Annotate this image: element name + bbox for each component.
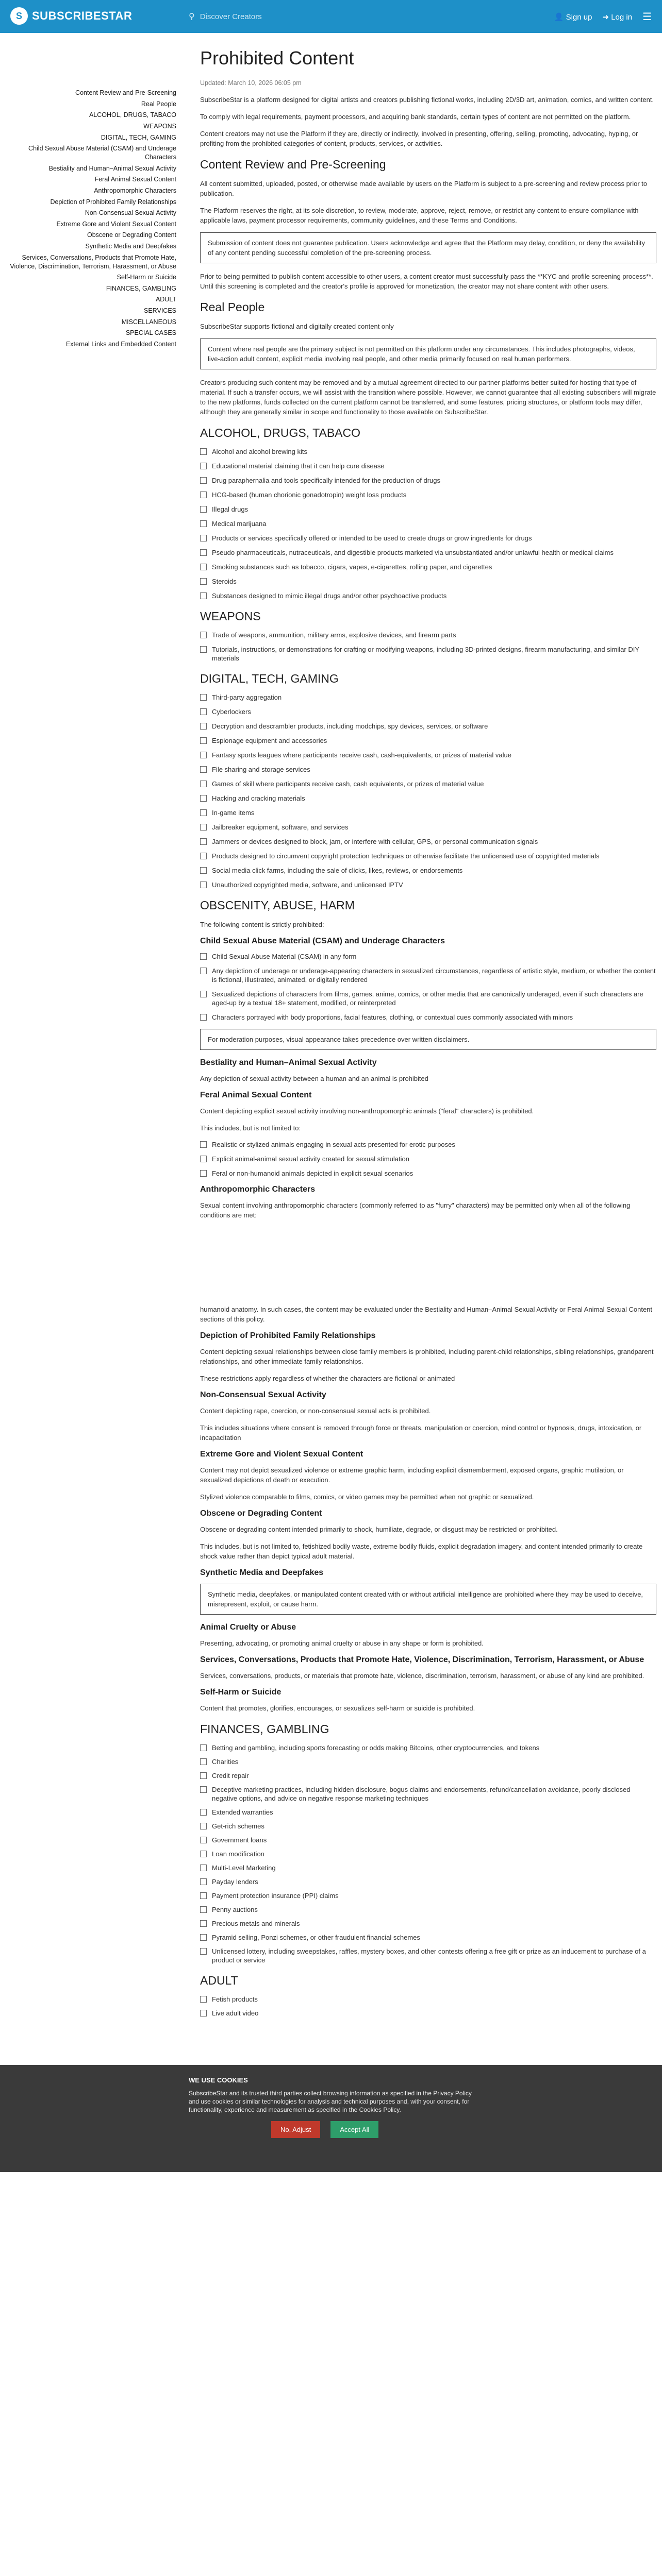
list-item-text: Jailbreaker equipment, software, and services xyxy=(212,823,349,831)
list-item-text: Medical marijuana xyxy=(212,520,267,528)
checkbox-icon xyxy=(200,968,207,974)
section-heading: FINANCES, GAMBLING xyxy=(200,1722,329,1736)
sidebar-table-of-contents xyxy=(0,88,176,350)
list-item-text: Payday lenders xyxy=(212,1878,258,1886)
list-item xyxy=(200,1757,656,1766)
checklist xyxy=(200,1995,656,2018)
list-item-text: Steroids xyxy=(212,578,237,585)
list-item-text: Trade of weapons, ammunition, military arms, explosive devices, and firearm parts xyxy=(212,631,456,639)
list-item-text: Drug paraphernalia and tools specifically intended for the production of drugs xyxy=(212,477,440,484)
list-item-text: Explicit animal-animal sexual activity created for sexual stimulation xyxy=(212,1155,409,1163)
list-item xyxy=(200,447,656,456)
hamburger-menu-icon[interactable]: ☰ xyxy=(642,11,652,23)
list-item-text: Loan modification xyxy=(212,1850,264,1858)
subsection-heading: Non-Consensual Sexual Activity xyxy=(200,1391,326,1399)
checkbox-icon xyxy=(200,1892,207,1899)
updated-date: Updated: March 10, 2026 06:05 pm xyxy=(200,79,302,87)
login-link[interactable]: ➜ Log in xyxy=(602,12,633,22)
checkbox-icon xyxy=(200,1744,207,1751)
checkbox-icon xyxy=(200,1906,207,1913)
header-actions xyxy=(554,10,652,23)
checkbox-icon xyxy=(200,1772,207,1779)
list-item xyxy=(200,823,656,832)
sidebar-item[interactable]: Services, Conversations, Products that Promote Hate, Violence, Discrimination, Terrorism, Harassment, or Abuse xyxy=(10,253,176,270)
checkbox-icon xyxy=(200,1786,207,1793)
list-item xyxy=(200,1933,656,1942)
sidebar-item[interactable]: Content Review and Pre-Screening xyxy=(75,89,176,97)
sidebar-item[interactable]: WEAPONS xyxy=(143,123,176,130)
checkbox-icon xyxy=(200,1996,207,2003)
checkbox-icon xyxy=(200,694,207,701)
list-item-text: Games of skill where participants receive cash, cash equivalents, or prizes of material value xyxy=(212,780,484,788)
checkbox-icon xyxy=(200,752,207,758)
list-item xyxy=(200,645,656,663)
list-item xyxy=(200,1919,656,1928)
list-item xyxy=(200,1785,656,1803)
list-item-text: Substances designed to mimic illegal drugs and/or other psychoactive products xyxy=(212,592,447,600)
checkbox-icon xyxy=(200,632,207,638)
list-item-text: Extended warranties xyxy=(212,1808,273,1816)
paragraph: Content depicting sexual relationships between close family members is prohibited, including parent-child relationships, sibling relationships, grandparent relationships, and other immediate family relationships. xyxy=(200,1348,654,1365)
checkbox-icon xyxy=(200,838,207,845)
list-item xyxy=(200,476,656,485)
list-item-text: Pseudo pharmaceuticals, nutraceuticals, and digestible products marketed via unsubstantiated and/or unlawful health or medical claims xyxy=(212,549,614,556)
checklist xyxy=(200,1140,656,1178)
list-item xyxy=(200,563,656,571)
section-heading: WEAPONS xyxy=(200,609,261,623)
subsection-heading: Depiction of Prohibited Family Relationships xyxy=(200,1331,376,1340)
list-item-text: Sexualized depictions of characters from films, games, anime, comics, or other media that are canonically underaged, even if such characters are aged-up by a textual 18+ statement, modified, or reinterpreted xyxy=(212,990,643,1007)
checklist xyxy=(200,631,656,663)
list-item xyxy=(200,779,656,788)
list-item xyxy=(200,2009,656,2018)
list-item-text: Pyramid selling, Ponzi schemes, or other fraudulent financial schemes xyxy=(212,1934,420,1941)
list-item xyxy=(200,1995,656,2004)
sidebar-item[interactable]: Child Sexual Abuse Material (CSAM) and Underage Characters xyxy=(28,145,176,161)
subsection-heading: Extreme Gore and Violent Sexual Content xyxy=(200,1450,363,1459)
paragraph: All content submitted, uploaded, posted, or otherwise made available by users on the Platform is subject to a pre-screening and review process prior to publication. xyxy=(200,180,648,197)
list-item-text: Child Sexual Abuse Material (CSAM) in any form xyxy=(212,953,357,960)
paragraph: Any depiction of sexual activity between a human and an animal is prohibited xyxy=(200,1075,428,1082)
cookie-title: WE USE COOKIES xyxy=(189,2076,248,2084)
section-heading: DIGITAL, TECH, GAMING xyxy=(200,672,339,685)
list-item-text: Get-rich schemes xyxy=(212,1822,264,1830)
list-item xyxy=(200,794,656,803)
accept-all-cookies-button[interactable]: Accept All xyxy=(330,2121,378,2138)
cookie-content xyxy=(189,2076,477,2138)
list-item-text: Third-party aggregation xyxy=(212,693,282,701)
list-item-text: Alcohol and alcohol brewing kits xyxy=(212,448,307,455)
paragraph: This includes, but is not limited to, fetishized bodily waste, extreme bodily fluids, explicit degradation imagery, and content intended primarily to create shock value rather than depict typical adult material. xyxy=(200,1543,643,1560)
sidebar-item[interactable]: Feral Animal Sexual Content xyxy=(94,176,176,183)
checkbox-icon xyxy=(200,592,207,599)
list-item xyxy=(200,1169,656,1178)
list-item-text: Betting and gambling, including sports forecasting or odds making Bitcoins, other cryptocurrencies, and tokens xyxy=(212,1744,540,1752)
section-heading: ALCOHOL, DRUGS, TABACO xyxy=(200,426,360,439)
sidebar-item[interactable]: Bestiality and Human–Animal Sexual Activity xyxy=(48,164,176,172)
section-heading: Content Review and Pre-Screening xyxy=(200,158,386,171)
list-item xyxy=(200,707,656,716)
top-navigation-bar xyxy=(0,0,662,33)
list-item-text: Products or services specifically offered or intended to be used to create drugs or grow ingredients for drugs xyxy=(212,534,532,542)
list-item-text: Penny auctions xyxy=(212,1906,258,1913)
checkbox-icon xyxy=(200,1920,207,1927)
sidebar-item[interactable]: Depiction of Prohibited Family Relationships xyxy=(50,198,176,206)
list-item-text: Deceptive marketing practices, including hidden disclosure, bogus claims and endorsements, refund/cancellation avoidance, poorly disclosed negative options, and advice on negative response marketing techniques xyxy=(212,1786,631,1802)
list-item-text: Fetish products xyxy=(212,1995,258,2003)
checkbox-icon xyxy=(200,1837,207,1843)
list-item-text: Fantasy sports leagues where participants receive cash, cash-equivalents, or prizes of material value xyxy=(212,751,511,759)
list-item xyxy=(200,1808,656,1817)
subsection-heading: Animal Cruelty or Abuse xyxy=(200,1623,296,1632)
sidebar-item[interactable]: Self-Harm or Suicide xyxy=(117,274,176,281)
subsection-heading: Child Sexual Abuse Material (CSAM) and Underage Characters xyxy=(200,937,445,945)
list-item xyxy=(200,1771,656,1780)
checkbox-icon xyxy=(200,1851,207,1857)
intro-paragraph: SubscribeStar is a platform designed for digital artists and creators publishing fictional works, including 2D/3D art, animation, comics, and written content. xyxy=(200,96,654,104)
sidebar-item[interactable]: SERVICES xyxy=(144,307,176,314)
list-item-text: Charities xyxy=(212,1758,239,1766)
list-item-text: Espionage equipment and accessories xyxy=(212,737,327,744)
paragraph: Content depicting explicit sexual activity involving non-anthropomorphic animals ("feral" characters) is prohibited. xyxy=(200,1107,534,1115)
logo[interactable] xyxy=(10,7,132,25)
section-heading: Real People xyxy=(200,300,265,314)
list-item-text: Cyberlockers xyxy=(212,708,251,716)
subsection-heading: Services, Conversations, Products that Promote Hate, Violence, Discrimination, Terrorism, Harassment, or Abuse xyxy=(200,1655,644,1664)
sidebar-item[interactable]: SPECIAL CASES xyxy=(125,329,176,337)
list-item-text: Credit repair xyxy=(212,1772,249,1780)
checkbox-icon xyxy=(200,708,207,715)
list-item-text: Unauthorized copyrighted media, software, and unlicensed IPTV xyxy=(212,881,403,889)
paragraph: The Platform reserves the right, at its sole discretion, to review, moderate, approve, reject, remove, or restrict any content to ensure compliance with applicable laws, payment processor requirements, community guidelines, and these Terms and Conditions. xyxy=(200,207,639,224)
checkbox-icon xyxy=(200,766,207,773)
checklist xyxy=(200,693,656,889)
checkbox-icon xyxy=(200,1014,207,1021)
sidebar-item[interactable]: ADULT xyxy=(155,296,176,303)
sidebar-item[interactable]: MISCELLANEOUS xyxy=(121,318,176,326)
checkbox-icon xyxy=(200,1170,207,1177)
paragraph: Content may not depict sexualized violence or extreme graphic harm, including explicit dismemberment, exposed organs, graphic mutilation, or sexualized depictions of death or execution. xyxy=(200,1466,624,1484)
logo-text: SUBSCRIBESTAR xyxy=(32,9,133,22)
list-item-text: Live adult video xyxy=(212,2009,259,2017)
checkbox-icon xyxy=(200,1948,207,1955)
paragraph: Services, conversations, products, or materials that promote hate, violence, discrimination, terrorism, harassment, or abuse of any kind are prohibited. xyxy=(200,1672,644,1680)
list-item-text: Any depiction of underage or underage-appearing characters in sexualized circumstances, regardless of artistic style, medium, or whether the content is fictional, illustrated, animated, or digitally rendered xyxy=(212,967,656,984)
checkbox-icon xyxy=(200,492,207,498)
list-item-text: Characters portrayed with body proportions, facial features, clothing, or contextual cues commonly associated with minors xyxy=(212,1013,573,1021)
subsection-heading: Self-Harm or Suicide xyxy=(200,1688,282,1697)
signup-label: Sign up xyxy=(566,12,592,22)
list-item-text: Educational material claiming that it can help cure disease xyxy=(212,462,385,470)
checkbox-icon xyxy=(200,1156,207,1162)
list-item xyxy=(200,1877,656,1886)
subsection-heading: Synthetic Media and Deepfakes xyxy=(200,1568,324,1577)
checklist xyxy=(200,447,656,600)
list-item xyxy=(200,462,656,470)
login-label: Log in xyxy=(611,12,633,22)
checkbox-icon xyxy=(200,506,207,513)
paragraph: Creators producing such content may be removed and by a mutual agreement directed to our partner platforms better suited for hosting that type of material. If such a transfer occurs, we will assist with the transition where possible. However, we cannot guarantee that all existing subscribers will migrate to the new platforms, funds collected on the current platform cannot be transferred, and some features, pricing structures, or platform tools may differ, although they are generally similar in scope and functionality to those available on SubscribeStar. xyxy=(200,379,656,416)
intro-paragraph: To comply with legal requirements, payment processors, and acquiring bank standards, certain types of content are not permitted on the platform. xyxy=(200,113,631,121)
checkbox-icon xyxy=(200,1758,207,1765)
list-item xyxy=(200,808,656,817)
paragraph: This includes, but is not limited to: xyxy=(200,1124,301,1132)
checkbox-icon xyxy=(200,1823,207,1829)
list-item xyxy=(200,952,656,961)
list-item-text: Multi-Level Marketing xyxy=(212,1864,276,1872)
list-item xyxy=(200,577,656,586)
checkbox-icon xyxy=(200,781,207,787)
subsection-heading: Bestiality and Human–Animal Sexual Activity xyxy=(200,1058,377,1067)
checkbox-icon xyxy=(200,564,207,570)
list-item-text: File sharing and storage services xyxy=(212,766,310,773)
section-heading: OBSCENITY, ABUSE, HARM xyxy=(200,899,355,912)
checklist xyxy=(200,1743,656,1964)
list-item-text: Feral or non-humanoid animals depicted in explicit sexual scenarios xyxy=(212,1170,413,1177)
cookie-text: SubscribeStar and its trusted third parties collect browsing information as specified in the Privacy Policy and use cookies or similar technologies for analysis and technical purposes and, with your consent, for functionality, experience and measurement as specified in the Cookies Policy. xyxy=(189,2090,472,2113)
adjust-cookies-button[interactable]: No, Adjust xyxy=(271,2121,320,2138)
list-item xyxy=(200,722,656,731)
list-item-text: In-game items xyxy=(212,809,255,817)
paragraph: The following content is strictly prohibited: xyxy=(200,921,324,928)
list-item xyxy=(200,852,656,860)
list-item xyxy=(200,1850,656,1858)
sidebar-item[interactable]: DIGITAL, TECH, GAMING xyxy=(101,133,176,141)
list-item-text: Smoking substances such as tobacco, cigars, vapes, e-cigarettes, rolling paper, and cigarettes xyxy=(212,563,492,571)
checkbox-icon xyxy=(200,549,207,556)
list-item xyxy=(200,1743,656,1752)
list-item xyxy=(200,1155,656,1163)
checkbox-icon xyxy=(200,520,207,527)
sidebar-item[interactable]: Synthetic Media and Deepfakes xyxy=(85,243,176,250)
sidebar-item[interactable]: Anthropomorphic Characters xyxy=(94,187,176,195)
list-item xyxy=(200,505,656,514)
list-item xyxy=(200,967,656,984)
list-item-text: Illegal drugs xyxy=(212,505,249,513)
notice-box: For moderation purposes, visual appearance takes precedence over written disclaimers. xyxy=(200,1029,656,1050)
checkbox-icon xyxy=(200,448,207,455)
signup-link[interactable]: 👤 Sign up xyxy=(554,12,592,22)
checkbox-icon xyxy=(200,535,207,541)
list-item xyxy=(200,1013,656,1022)
notice-box: Submission of content does not guarantee publication. Users acknowledge and agree that the Platform may delay, condition, or deny the availability of any content pending successful completion of the pre-screening process. xyxy=(200,232,656,263)
list-item-text: Payment protection insurance (PPI) claims xyxy=(212,1892,339,1900)
sidebar-item[interactable]: Extreme Gore and Violent Sexual Content xyxy=(56,220,176,228)
list-item-text: Precious metals and minerals xyxy=(212,1920,300,1927)
sidebar-item[interactable]: Obscene or Degrading Content xyxy=(87,231,176,239)
list-item xyxy=(200,866,656,875)
paragraph: Content that promotes, glorifies, encourages, or sexualizes self-harm or suicide is prohibited. xyxy=(200,1704,475,1712)
section-heading: ADULT xyxy=(200,1974,238,1987)
cookie-overlap-spacer xyxy=(200,1227,656,1304)
notice-box: Synthetic media, deepfakes, or manipulated content created with or without artificial intelligence are prohibited where they may be used to deceive, misrepresent, exploit, or cause harm. xyxy=(200,1584,656,1615)
checkbox-icon xyxy=(200,646,207,653)
checkbox-icon xyxy=(200,882,207,888)
list-item xyxy=(200,1140,656,1149)
list-item xyxy=(200,837,656,846)
paragraph: Sexual content involving anthropomorphic characters (commonly referred to as "furry" characters) may be permitted only when all of the following conditions are met: xyxy=(200,1201,631,1219)
checkbox-icon xyxy=(200,737,207,744)
list-item xyxy=(200,693,656,702)
checkbox-icon xyxy=(200,2010,207,2016)
list-item xyxy=(200,1905,656,1914)
list-item xyxy=(200,591,656,600)
sidebar-item[interactable]: External Links and Embedded Content xyxy=(65,340,176,348)
paragraph: Content depicting rape, coercion, or non-consensual sexual acts is prohibited. xyxy=(200,1407,431,1415)
search-input[interactable] xyxy=(199,12,371,22)
list-item-text: Hacking and cracking materials xyxy=(212,794,305,802)
cookie-banner xyxy=(0,2065,662,2172)
checkbox-icon xyxy=(200,463,207,469)
list-item-text: Social media click farms, including the sale of clicks, likes, reviews, or endorsements xyxy=(212,867,463,874)
checkbox-icon xyxy=(200,795,207,802)
search-bar[interactable] xyxy=(189,8,385,25)
list-item-text: Jammers or devices designed to block, jam, or interfere with cellular, GPS, or personal communication signals xyxy=(212,838,538,845)
paragraph: Presenting, advocating, or promoting animal cruelty or abuse in any shape or form is prohibited. xyxy=(200,1639,484,1647)
search-icon: ⚲ xyxy=(189,12,195,21)
list-item-text: Decryption and descrambler products, including modchips, spy devices, services, or software xyxy=(212,722,488,730)
subsection-heading: Obscene or Degrading Content xyxy=(200,1509,322,1518)
list-item xyxy=(200,1863,656,1872)
paragraph: Prior to being permitted to publish content accessible to other users, a content creator must successfully pass the **KYC and profile screening process**. Until this screening is completed and the creator's profile is approved for monetization, the creator may not share content with other users. xyxy=(200,273,653,290)
checkbox-icon xyxy=(200,824,207,831)
list-item xyxy=(200,490,656,499)
list-item xyxy=(200,880,656,889)
sidebar-item[interactable]: ALCOHOL, DRUGS, TABACO xyxy=(89,111,176,119)
logo-star-icon: S xyxy=(10,7,28,25)
sidebar-item[interactable]: Real People xyxy=(141,100,176,108)
checkbox-icon xyxy=(200,723,207,730)
list-item xyxy=(200,548,656,557)
list-item xyxy=(200,765,656,774)
list-item-text: Government loans xyxy=(212,1836,267,1844)
list-item xyxy=(200,534,656,543)
paragraph: Obscene or degrading content intended primarily to shock, humiliate, degrade, or disgust may be restricted or prohibited. xyxy=(200,1526,558,1533)
checkbox-icon xyxy=(200,991,207,997)
checkbox-icon xyxy=(200,809,207,816)
checklist xyxy=(200,952,656,1022)
notice-box: Content where real people are the primary subject is not permitted on this platform under any circumstances. This includes photographs, videos, live-action adult content, explicit media involving real people, and other media primarily focused on real human performers. xyxy=(200,338,656,369)
list-item-text: Realistic or stylized animals engaging in sexual acts presented for erotic purposes xyxy=(212,1141,455,1148)
cookie-buttons xyxy=(271,2121,477,2138)
main-content xyxy=(200,47,656,2025)
list-item-text: Tutorials, instructions, or demonstrations for crafting or modifying weapons, including 3D-printed designs, firearm manufacturing, and similar DIY materials xyxy=(212,646,639,662)
checkbox-icon xyxy=(200,1934,207,1941)
list-item xyxy=(200,631,656,639)
list-item xyxy=(200,990,656,1007)
checkbox-icon xyxy=(200,1141,207,1148)
sidebar-item[interactable]: Non-Consensual Sexual Activity xyxy=(85,209,176,217)
paragraph: SubscribeStar supports fictional and digitally created content only xyxy=(200,323,394,330)
list-item-text: Products designed to circumvent copyright protection techniques or otherwise facilitate the unlicensed use of copyrighted materials xyxy=(212,852,600,860)
list-item xyxy=(200,1836,656,1844)
checkbox-icon xyxy=(200,1809,207,1816)
checkbox-icon xyxy=(200,578,207,585)
paragraph: Stylized violence comparable to films, comics, or video games may be permitted when not graphic or sexualized. xyxy=(200,1493,534,1501)
sidebar-item[interactable]: FINANCES, GAMBLING xyxy=(106,284,176,292)
list-item xyxy=(200,736,656,745)
paragraph: This includes situations where consent is removed through force or threats, manipulation or coercion, mind control or hypnosis, drugs, intoxication, or incapacitation xyxy=(200,1424,642,1442)
paragraph: humanoid anatomy. In such cases, the content may be evaluated under the Bestiality and Human–Animal Sexual Activity or Feral Animal Sexual Content sections of this policy. xyxy=(200,1306,653,1323)
list-item-text: Unlicensed lottery, including sweepstakes, raffles, mystery boxes, and other contests offering a free gift or prize as an inducement to purchase of a product or service xyxy=(212,1947,646,1964)
checkbox-icon xyxy=(200,477,207,484)
list-item xyxy=(200,1891,656,1900)
list-item xyxy=(200,1947,656,1964)
checkbox-icon xyxy=(200,853,207,859)
checkbox-icon xyxy=(200,953,207,960)
list-item-text: HCG-based (human chorionic gonadotropin) weight loss products xyxy=(212,491,407,499)
paragraph: These restrictions apply regardless of whether the characters are fictional or animated xyxy=(200,1375,455,1382)
list-item xyxy=(200,1822,656,1831)
list-item xyxy=(200,751,656,759)
subsection-heading: Feral Animal Sexual Content xyxy=(200,1091,312,1099)
subsection-heading: Anthropomorphic Characters xyxy=(200,1185,316,1194)
checkbox-icon xyxy=(200,867,207,874)
page-title: Prohibited Content xyxy=(200,47,354,69)
checkbox-icon xyxy=(200,1878,207,1885)
checkbox-icon xyxy=(200,1865,207,1871)
list-item xyxy=(200,519,656,528)
intro-paragraph: Content creators may not use the Platform if they are, directly or indirectly, involved in presenting, offering, selling, promoting, advocating, hyping, or profiting from the prohibited categories of content, products, services, or activities. xyxy=(200,130,638,147)
